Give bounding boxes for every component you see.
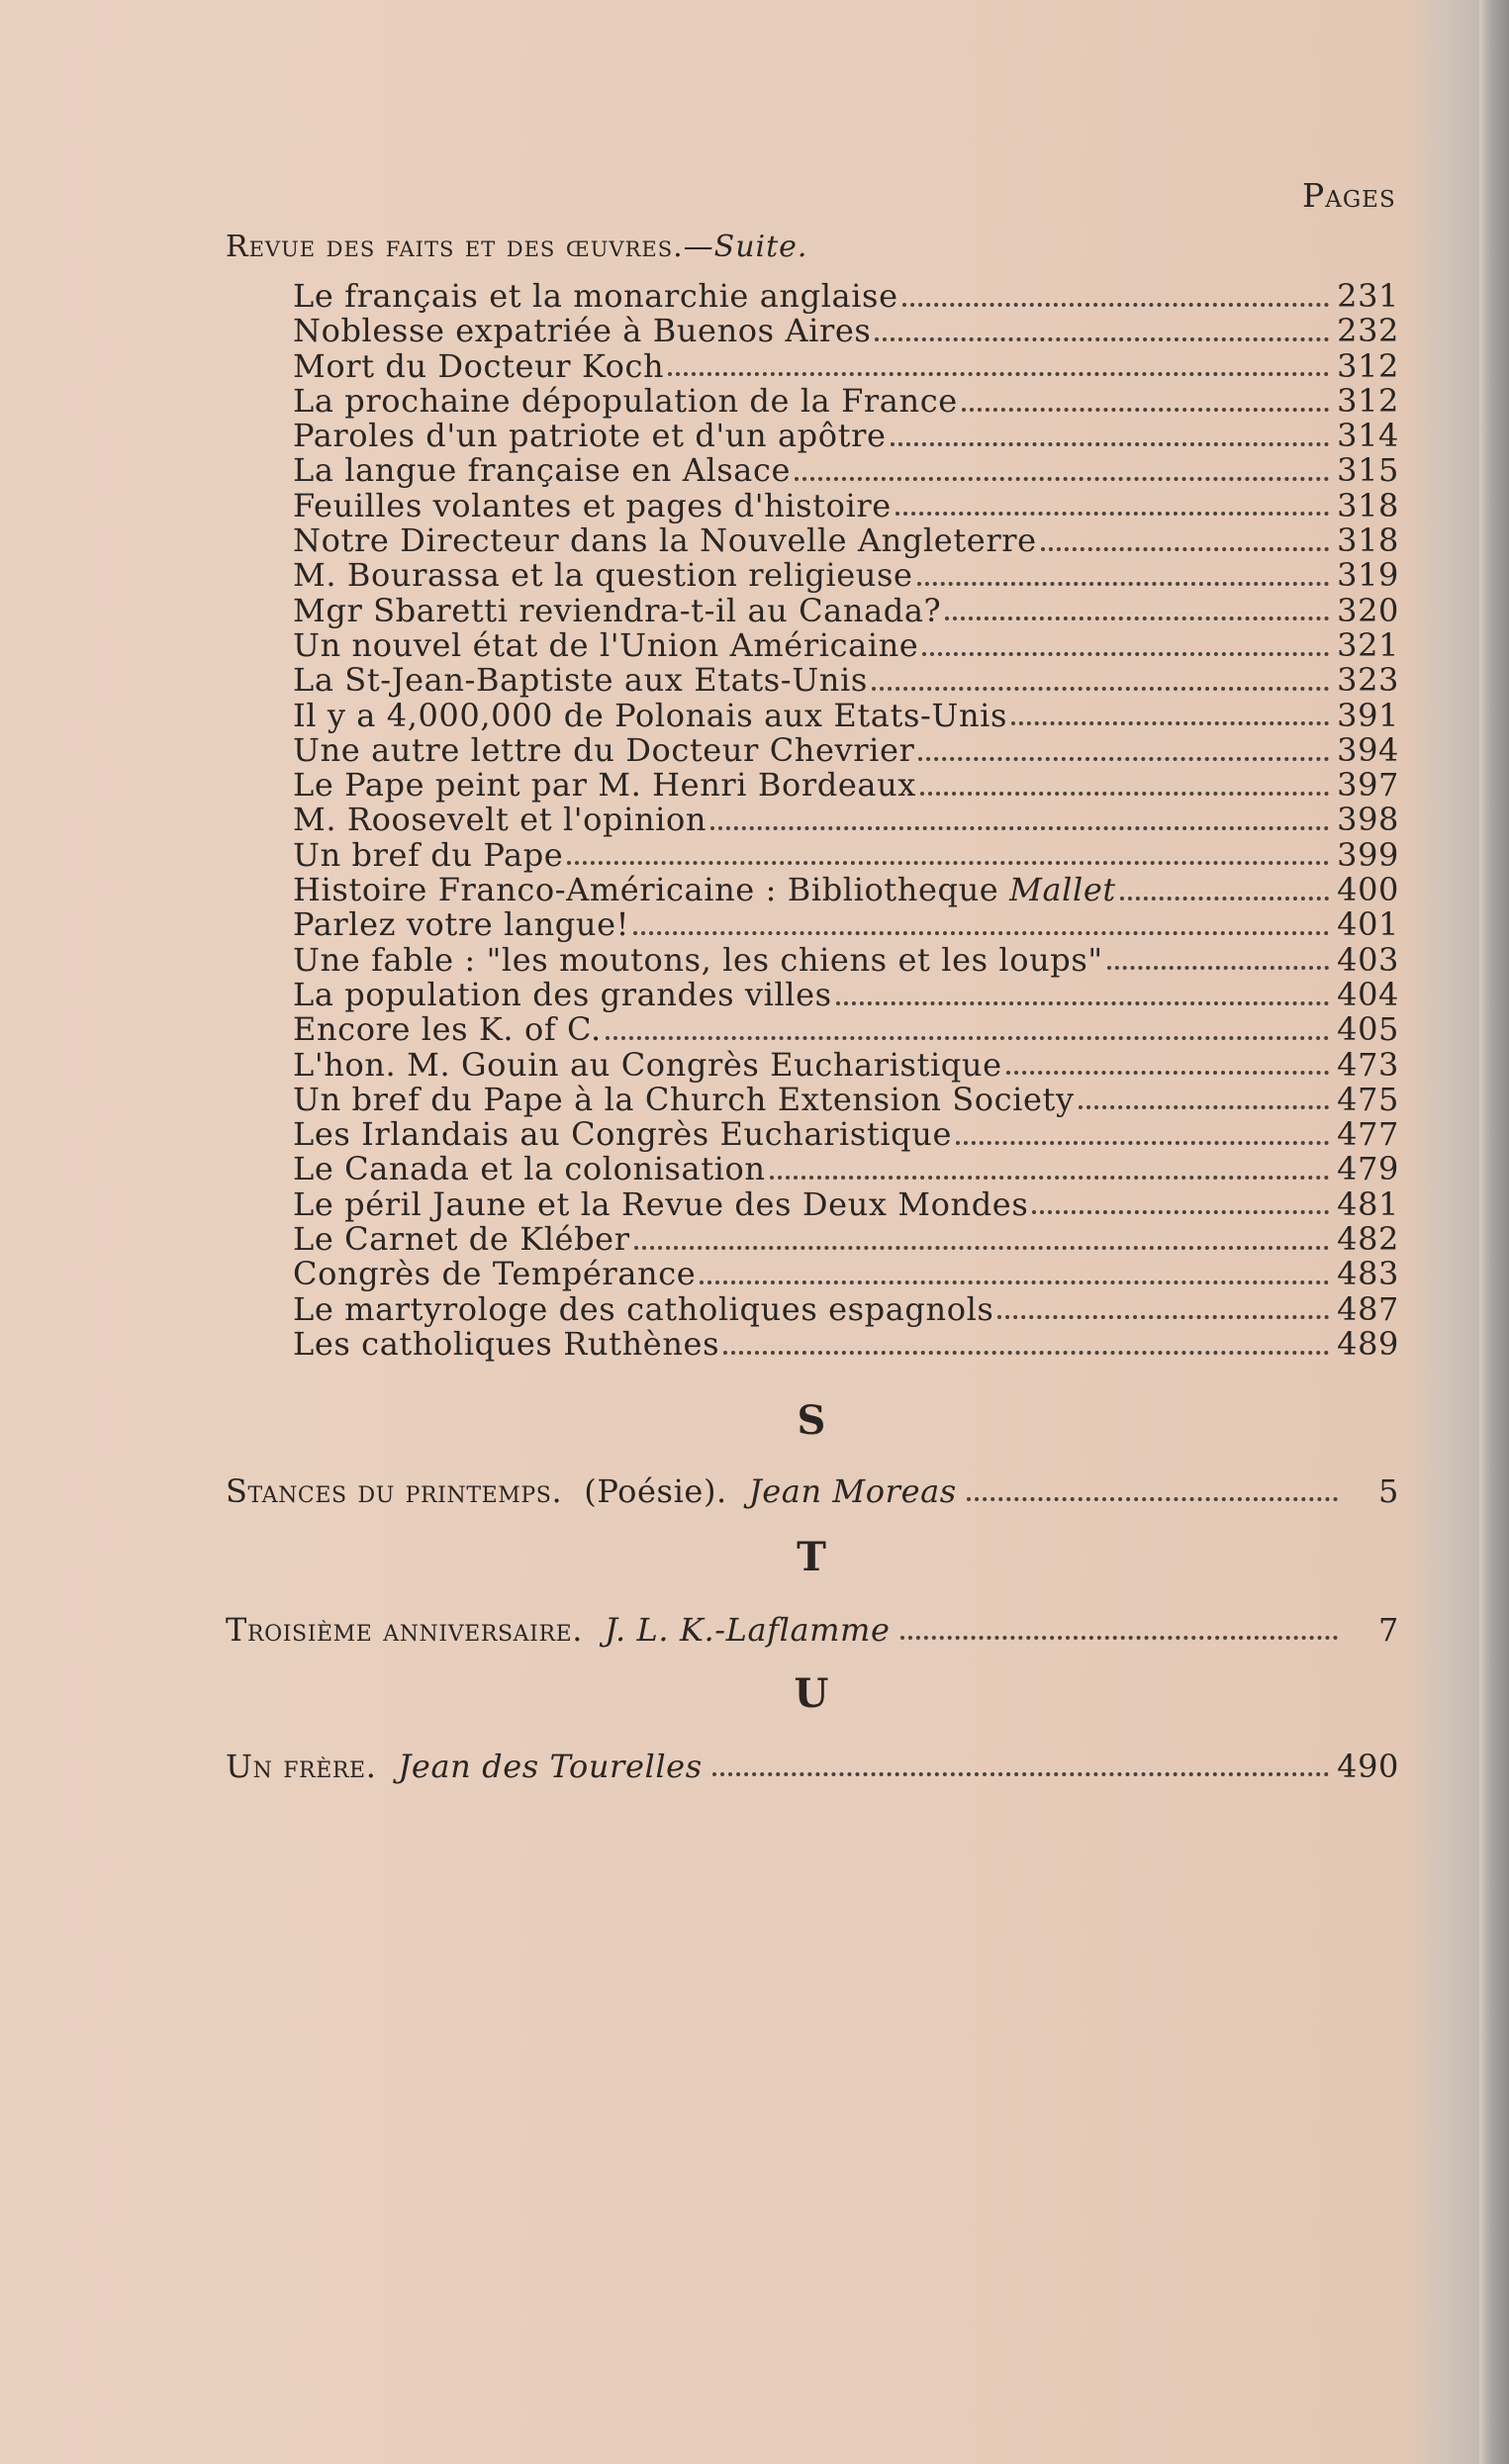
entry-title [293,625,919,664]
toc-entry [293,381,1399,420]
entry-title-text: Un bref du Pape [293,835,564,874]
entry-title-text: M. Bourassa et la question religieuse [293,556,913,595]
entry-title [293,381,958,420]
entry-page-number: 321 [1337,625,1399,664]
dot-leader [945,616,1329,620]
entry-title-text: Notre Directeur dans la Nouvelle Angleterre [293,521,1037,560]
entry-title-text: Encore les K. of C. [293,1010,602,1049]
entry-title [293,940,1103,979]
toc-entry-un-frere [226,1748,1399,1785]
toc-entry [293,591,1399,629]
entry-page-number: 475 [1337,1080,1399,1118]
entry-title-text: Mgr Sbaretti reviendra-t-il au Canada? [293,591,942,629]
toc-entry [293,1257,1399,1291]
entry-title [293,803,707,837]
entry-page-number: 473 [1337,1045,1399,1084]
entry-author: Jean des Tourelles [398,1748,703,1785]
entry-page-number: 231 [1337,277,1399,315]
section-heading-suffix: —Suite. [683,230,808,264]
dot-leader [1079,1105,1329,1109]
entry-title [293,591,942,629]
entry-title-text: Histoire Franco-Américaine : Bibliotheque [293,871,1010,909]
entry-title [293,279,898,314]
dot-leader [920,792,1329,796]
toc-entry [293,486,1399,524]
dot-leader [1120,897,1329,900]
entry-title [293,1257,696,1291]
entry-page-number: 391 [1337,696,1399,734]
entry-page-number: 318 [1337,521,1399,560]
dot-leader [1041,547,1329,551]
letter-heading-s: S [797,1397,826,1444]
entry-title-text: Le Carnet de Kléber [293,1220,630,1259]
entry-title-text: Le martyrologe des catholiques espagnols [293,1289,994,1328]
entry-page-number: 489 [1337,1324,1399,1363]
entry-page-number: 399 [1337,835,1399,874]
entry-author: Jean Moreas [748,1472,957,1510]
entry-title-text: Le péril Jaune et la Revue des Deux Mondes [293,1185,1029,1223]
entry-page-number: 312 [1337,381,1399,420]
entry-title-text: La langue française en Alsace [293,451,792,490]
toc-entry [293,453,1399,488]
dot-leader [836,1001,1329,1005]
entry-page-number: 397 [1337,766,1399,805]
entry-title: Stances du printemps. [226,1472,563,1510]
section-heading-title: Revue des faits et des œuvres. [226,230,684,264]
toc-entry [293,730,1399,769]
entry-page-number: 314 [1337,417,1399,455]
entry-page-number: 482 [1337,1220,1399,1259]
dot-leader [633,931,1329,935]
dot-leader [997,1315,1329,1319]
entry-page-number: 318 [1337,486,1399,524]
entry-page-number: 403 [1337,940,1399,979]
entry-title [293,558,913,593]
toc-entry [293,419,1399,453]
dot-leader [875,337,1329,341]
entry-title-text: Feuilles volantes et pages d'histoire [293,486,892,524]
dot-leader [900,1636,1338,1640]
entry-title-text: Une fable : "les moutons, les chiens et les loups" [293,940,1103,979]
entry-page-number: 481 [1337,1185,1399,1223]
dot-leader [1011,721,1329,725]
entry-title-text: L'hon. M. Gouin au Congrès Eucharistique [293,1045,1002,1084]
entry-title [293,453,791,488]
toc-entry [293,523,1399,558]
toc-entry [293,940,1399,979]
dot-leader [634,1246,1330,1250]
entry-page-number: 394 [1337,730,1399,769]
toc-entry [293,835,1399,874]
entry-title-text: Paroles d'un patriote et d'un apôtre [293,417,887,455]
entry-page-number: 312 [1337,346,1399,385]
dot-leader [723,1351,1329,1355]
toc-entry [293,1187,1399,1222]
entry-page-number: 315 [1337,451,1399,490]
toc-entry [293,1045,1399,1084]
entry-title: Un frère. [226,1748,377,1785]
dot-leader [902,303,1329,307]
entry-title [293,835,564,874]
entry-title-text: Un nouvel état de l'Union Américaine [293,625,919,664]
entry-title-text: La St-Jean-Baptiste aux Etats-Unis [293,661,868,700]
letter-heading-u: U [794,1670,829,1717]
dot-leader [922,652,1329,656]
entry-note: (Poésie). [584,1472,727,1510]
entry-title [293,419,887,453]
entry-page-number: 320 [1337,591,1399,629]
dot-leader [712,1772,1329,1776]
entry-title [293,1117,952,1152]
entry-title-text: Il y a 4,000,000 de Polonais aux Etats-Unis [293,696,1008,734]
entry-title [293,907,629,942]
entry-page-number: 7 [1378,1611,1399,1649]
entry-page-number: 404 [1337,975,1399,1013]
entry-page-number: 401 [1337,905,1399,944]
entry-title-text: Le Canada et la colonisation [293,1150,766,1188]
dot-leader [1107,966,1329,970]
entry-page-number: 400 [1337,871,1399,909]
toc-entry [293,1289,1399,1328]
entry-page-number: 479 [1337,1150,1399,1188]
entry-title-text: Parlez votre langue! [293,905,630,944]
toc-entry-list [293,279,1399,1362]
page-edge [1479,0,1509,2464]
dot-leader [770,1176,1330,1180]
toc-entry [293,873,1399,907]
entry-title-text: Le Pape peint par M. Henri Bordeaux [293,766,916,805]
toc-entry [293,346,1399,385]
toc-entry [293,1012,1399,1047]
entry-title-text: Une autre lettre du Docteur Chevrier [293,730,915,769]
entry-title-text: La prochaine dépopulation de la France [293,381,958,420]
entry-page-number: 490 [1337,1748,1399,1785]
entry-author: J. L. K.-Laflamme [605,1611,891,1649]
dot-leader [1006,1071,1329,1075]
dot-leader [700,1280,1329,1284]
toc-entry [293,1324,1399,1363]
entry-title-text: Mort du Docteur Koch [293,346,665,385]
entry-title-text: Noblesse expatriée à Buenos Aires [293,312,872,350]
entry-title [293,346,665,385]
entry-title [293,523,1037,558]
entry-title [293,730,915,769]
dot-leader [956,1141,1329,1145]
entry-page-number: 483 [1337,1255,1399,1293]
entry-title-text: Un bref du Pape à la Church Extension Society [293,1080,1075,1118]
entry-title [293,1289,994,1328]
dot-leader [668,372,1329,376]
dot-leader [872,687,1329,691]
toc-entry [293,975,1399,1013]
entry-page-number: 5 [1378,1472,1399,1510]
entry-title [293,1012,602,1047]
entry-title [293,1080,1075,1118]
entry-title [293,486,892,524]
entry-title [293,696,1008,734]
entry-title-text: M. Roosevelt et l'opinion [293,801,707,839]
toc-entry [293,1117,1399,1152]
dot-leader [710,826,1329,830]
entry-title: Troisième anniversaire. [226,1611,584,1649]
toc-entry [293,1080,1399,1118]
dot-leader [962,408,1329,412]
entry-page-number: 477 [1337,1115,1399,1154]
entry-page-number: 323 [1337,661,1399,700]
dot-leader [606,1036,1329,1040]
entry-page-number: 319 [1337,556,1399,595]
entry-title [293,975,832,1013]
dot-leader [1032,1210,1329,1214]
entry-title [293,1324,720,1363]
toc-entry [293,696,1399,734]
toc-entry-troisieme [226,1611,1399,1649]
pages-column-label: Pages [1302,176,1396,215]
toc-entry [293,314,1399,348]
section-heading-revue [226,230,807,264]
entry-title [293,768,916,803]
dot-leader [795,477,1329,481]
toc-entry [293,625,1399,664]
entry-title-text: La population des grandes villes [293,975,832,1013]
entry-title [293,873,1116,907]
dot-leader [896,512,1329,516]
entry-title-text: Le français et la monarchie anglaise [293,277,898,315]
toc-entry-stances [226,1472,1399,1510]
dot-leader [891,442,1330,446]
entry-title [293,1045,1002,1084]
entry-title [293,314,871,348]
toc-entry [293,558,1399,593]
toc-entry [293,1222,1399,1257]
toc-entry [293,1152,1399,1186]
toc-entry [293,663,1399,698]
toc-entry [293,907,1399,942]
toc-entry [293,279,1399,314]
letter-heading-t: T [797,1534,826,1580]
entry-page-number: 398 [1337,801,1399,839]
entry-page-number: 487 [1337,1289,1399,1328]
toc-entry [293,803,1399,837]
dot-leader [567,861,1329,865]
toc-entry [293,768,1399,803]
entry-title [293,1152,766,1186]
entry-page-number: 232 [1337,312,1399,350]
entry-title-text: Congrès de Tempérance [293,1255,697,1293]
dot-leader [918,757,1329,761]
entry-page-number: 405 [1337,1010,1399,1049]
entry-title-italic: Mallet [1009,871,1116,909]
entry-title [293,663,868,698]
dot-leader [917,582,1330,586]
entry-title-text: Les catholiques Ruthènes [293,1324,720,1363]
dot-leader [967,1497,1338,1501]
entry-title [293,1187,1028,1222]
entry-title [293,1222,630,1257]
entry-title-text: Les Irlandais au Congrès Eucharistique [293,1115,953,1154]
